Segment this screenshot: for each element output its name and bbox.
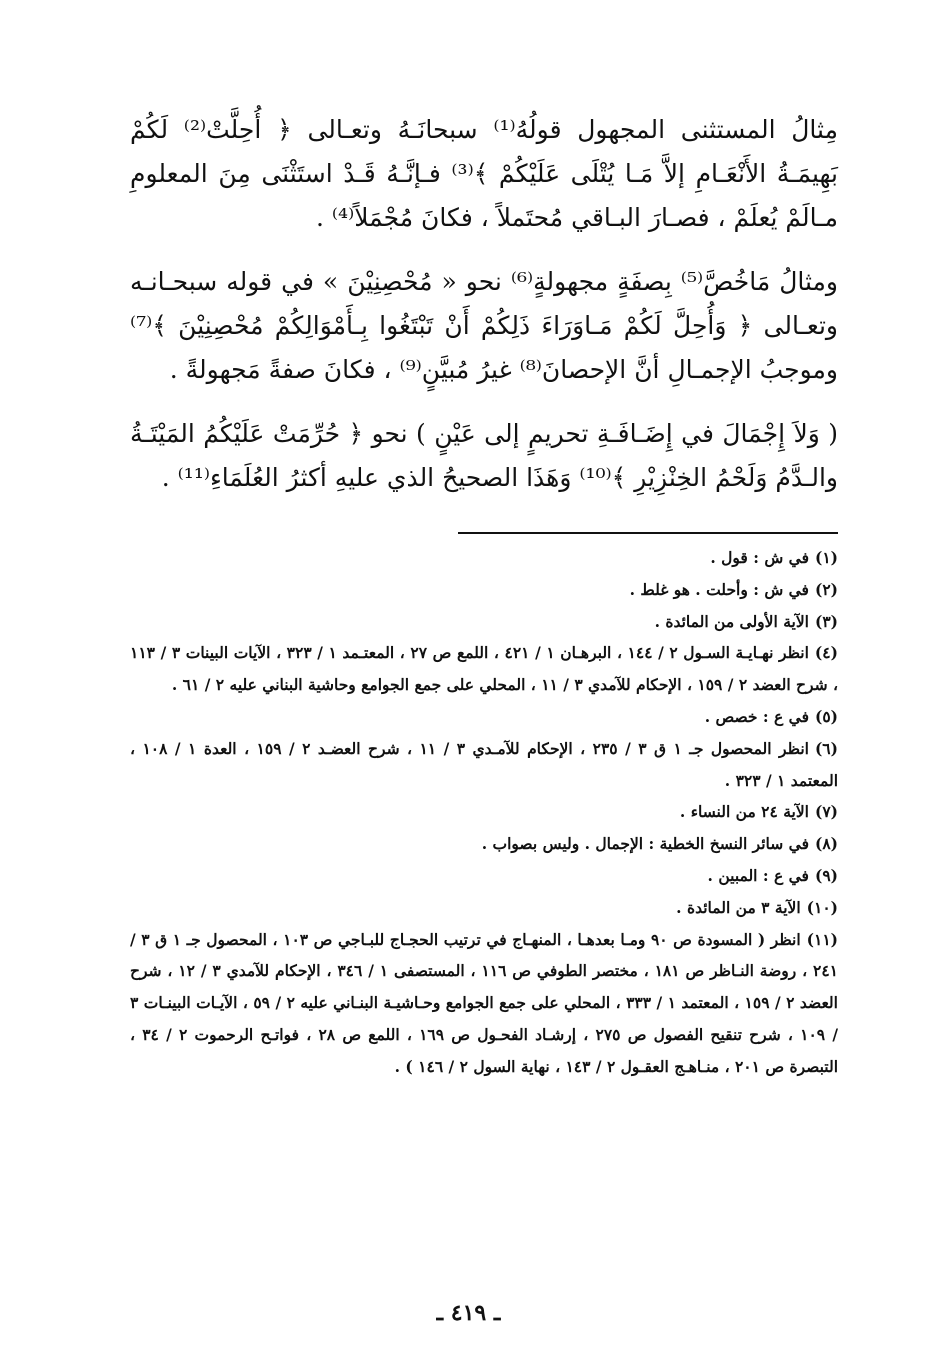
footnote-separator xyxy=(458,532,838,534)
footnote-number: (٣) xyxy=(814,611,838,631)
main-text xyxy=(130,108,838,500)
footnote-text: الآية ٢٤ من النساء . xyxy=(679,802,809,822)
footnote-number: (٧) xyxy=(814,802,838,822)
footnote-5 xyxy=(130,701,838,733)
footnote-text: انظر المحصول جـ ١ ق ٣ / ٢٣٥ ، الإحكام للآمـدي ٣ / ١١ ، شرح العضـد ٢ / ١٥٩ ، العدة ١ / ١٠٨ ، المعتمد ١ / ٣٢٣ . xyxy=(130,738,838,790)
paragraph-1: مِثالُ المستثنى المجهول قولُهُ⁽¹⁾ سبحانَـهُ وتعـالى ﴿ أُحِلَّتْ⁽²⁾ لَكُمْ بَهِيمَـةُ الأَنْعَـامِ إلاَّ مَـا يُتْلَى عَلَيْكُمْ ﴾⁽³⁾ فـإنَّـهُ قَـدْ استَثْنَى مِنَ المعلومِ مـالَمْ يُعلَمْ ، فصـارَ البـاقي مُحتَملاً ، فكانَ مُجْمَلاً⁽⁴⁾ . xyxy=(130,115,838,232)
footnote-11 xyxy=(130,924,838,1083)
footnote-6 xyxy=(130,733,838,797)
page-number: ـ ٤١٩ ـ xyxy=(436,1300,501,1326)
footnotes xyxy=(130,542,838,1083)
footnote-text: الآية الأولى من المائدة . xyxy=(654,611,809,631)
footnote-number: (٩) xyxy=(814,865,838,885)
footnote-number: (١٠) xyxy=(806,897,838,917)
footnote-number: (٤) xyxy=(814,643,838,663)
footnote-number: (١) xyxy=(814,548,838,567)
footnote-text: في ش : وأحلت . هو غلط . xyxy=(629,579,809,599)
footnote-text: الآية ٣ من المائدة . xyxy=(676,897,801,917)
footnote-text: في ع : خصص . xyxy=(704,706,809,726)
footnote-text: في ش : قول . xyxy=(710,548,809,567)
footnote-number: (١١) xyxy=(806,929,838,949)
paragraph-2: ومثالُ مَاخُصَّ⁽⁵⁾ بِصفَةٍ مجهولةٍ⁽⁶⁾ نحو « مُحْصِنِيْنَ » في قوله سبحـانـه وتعـالى ﴿ وَأُحِلَّ لَكُمْ مَـاوَرَاءَ ذَلِكُمْ أَنْ تَبْتَغُوا بِـأَمْوَالِكُمْ مُحْصِنِيْنَ ﴾⁽⁷⁾ وموجبُ الإجمـالِ أنَّ الإحصانَ⁽⁸⁾ غيرُ مُبيَّنٍ⁽⁹⁾ ، فكانَ صفةً مَجهولةً . xyxy=(130,267,838,384)
footnote-text: انظر نهـايـة السـول ٢ / ١٤٤ ، البرهـان ١ / ٤٢١ ، اللمع ص ٢٧ ، المعتـمد ١ / ٣٢٣ ، الآيات البينات ٣ / ١١٣ ، شرح العضد ٢ / ١٥٩ ، الإحكام للآمدي ٣ / ١١ ، المحلي على جمع الجوامع وحاشية البناني عليه ٢ / ٦١ . xyxy=(130,643,838,695)
footnote-8 xyxy=(130,828,838,860)
footnote-text: انظر ( المسودة ص ٩٠ ومـا بعدهـا ، المنهـاج في ترتيب الحجـاج للبـاجي ص ١٠٣ ، المحصول جـ ١ ق ٣ / ٢٤١ ، روضة النـاظر ص ١٨١ ، مختصر الطوفي ص ١١٦ ، المستصفى ١ / ٣٤٦ ، الإحكام للآمدي ٣ / ١٢ ، شرح العضد ٢ / ١٥٩ ، المعتمد ١ / ٣٣٣ ، المحلي على جمع الجوامع وحـاشيـة البنـاني عليه ٢ / ٥٩ ، الآيـات البينـات ٣ / ١٠٩ ، شرح تنقيح الفصول ص ٢٧٥ ، إرشـاد الفحـول ص ١٦٩ ، اللمع ص ٢٨ ، فواتـح الرحموت ٢ / ٣٤ ، التبصرة ص ٢٠١ ، منـاهـج العقـول ٢ / ١٤٣ ، نهاية السول ٢ / ١٤٦ ) . xyxy=(130,929,838,1076)
footnote-9 xyxy=(130,860,838,892)
footnote-number: (٢) xyxy=(814,579,838,599)
footnote-number: (٨) xyxy=(814,834,838,854)
footnote-number: (٥) xyxy=(814,706,838,726)
footnote-2 xyxy=(130,574,838,606)
footnote-1 xyxy=(130,542,838,574)
footnote-text: في سائر النسخ الخطية : الإجمال . وليس بصواب . xyxy=(481,834,809,854)
footnote-7 xyxy=(130,796,838,828)
footnote-number: (٦) xyxy=(814,738,838,758)
footnote-3 xyxy=(130,606,838,638)
footnote-text: في ع : المبين . xyxy=(707,865,809,885)
footnote-10 xyxy=(130,892,838,924)
footnote-4 xyxy=(130,637,838,701)
paragraph-3: ( وَلاَ إِجْمَالَ في إِضَـافَـةِ تحريمٍ إلى عَيْنٍ ) نحو ﴿ حُرِّمَتْ عَلَيْكُمُ المَيْتَـةُ والـدَّمُ وَلَحْمُ الخِنْزِيْرِ ﴾⁽¹⁰⁾ وَهَذَا الصحيحُ الذي عليهِ أكثرُ العُلَمَاءِ⁽¹¹⁾ . xyxy=(130,419,838,492)
